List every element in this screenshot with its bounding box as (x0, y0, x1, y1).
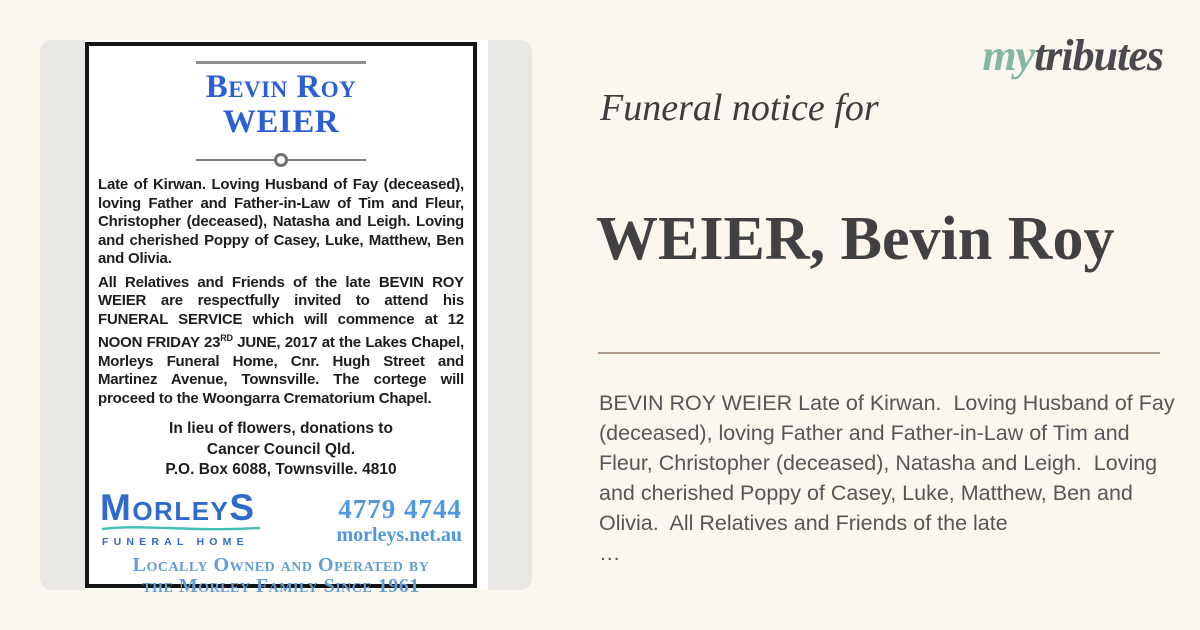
ornament-divider (196, 153, 366, 167)
footer-line-1: Locally Owned and Operated by (132, 553, 430, 576)
ornament-line-left (196, 159, 274, 161)
funeral-home-tagline: FUNERAL HOME (102, 535, 249, 548)
notice-paragraph-family: Late of Kirwan. Loving Husband of Fay (deceased), loving Father and Father-in-Law of Tim and Fleur, Christopher (deceased), Natasha and Leigh. Loving and cherished Poppy of Casey, Luke, Matthew, Ben and Olivia. (98, 176, 464, 267)
service-text-before: All Relatives and Friends of the late BEVIN ROY WEIER are respectfully invited to attend his FUNERAL SERVICE which will commence at 12 NOON FRIDAY 23 (98, 273, 464, 351)
donation-block (98, 419, 464, 481)
notice-top-rule (196, 61, 366, 64)
funeral-home-block (98, 486, 464, 548)
section-divider (598, 352, 1160, 354)
service-text-after: JUNE, 2017 at the Lakes Chapel, Morleys Funeral Home, Cnr. Hugh Street and Martinez Avenue, Townsville. The cortege will proceed to the Woongarra Crematorium Chapel. (98, 334, 465, 407)
ornament-circle-icon (274, 153, 288, 167)
excerpt-ellipsis: … (599, 541, 621, 565)
page-title: WEIER, Bevin Roy (596, 205, 1115, 273)
notice-scan-card (40, 40, 532, 597)
funeral-home-name: MorleyS (100, 486, 256, 528)
funeral-home-website: morleys.net.au (336, 523, 462, 546)
funeral-home-logo (100, 486, 260, 548)
notice-type-label: Funeral notice for (600, 87, 879, 129)
excerpt-text: BEVIN ROY WEIER Late of Kirwan. Loving Husband of Fay (deceased), loving Father and Father-in-Law of Tim and Fleur, Christopher (deceased), Natasha and Leigh. Loving and cherished Poppy of Casey, Luke, Matthew, Ben and Olivia. All Relatives and Friends of the late (599, 391, 1181, 535)
funeral-home-contact (336, 492, 462, 547)
notice-scan-paper (85, 40, 488, 597)
mytributes-logo (982, 33, 1163, 79)
ordinal-superscript: RD (220, 333, 233, 343)
ornament-line-right (288, 159, 366, 161)
funeral-home-phone: 4779 4744 (338, 493, 462, 524)
logo-tributes-text: tributes (1034, 31, 1163, 80)
funeral-home-footer (98, 555, 464, 597)
footer-line-2: the Morley Family Since 1961 (142, 574, 420, 597)
donation-line-3: P.O. Box 6088, Townsville. 4810 (165, 461, 397, 478)
logo-my-text: my (982, 31, 1035, 80)
donation-line-1: In lieu of flowers, donations to (169, 420, 393, 437)
notice-excerpt (599, 388, 1181, 568)
notice-name-line2: WEIER (222, 104, 340, 140)
funeral-notice-clipping (85, 42, 477, 597)
donation-line-2: Cancer Council Qld. (206, 440, 356, 458)
notice-paragraph-service (98, 274, 464, 409)
notice-name-line1: Bevin Roy (205, 69, 357, 105)
